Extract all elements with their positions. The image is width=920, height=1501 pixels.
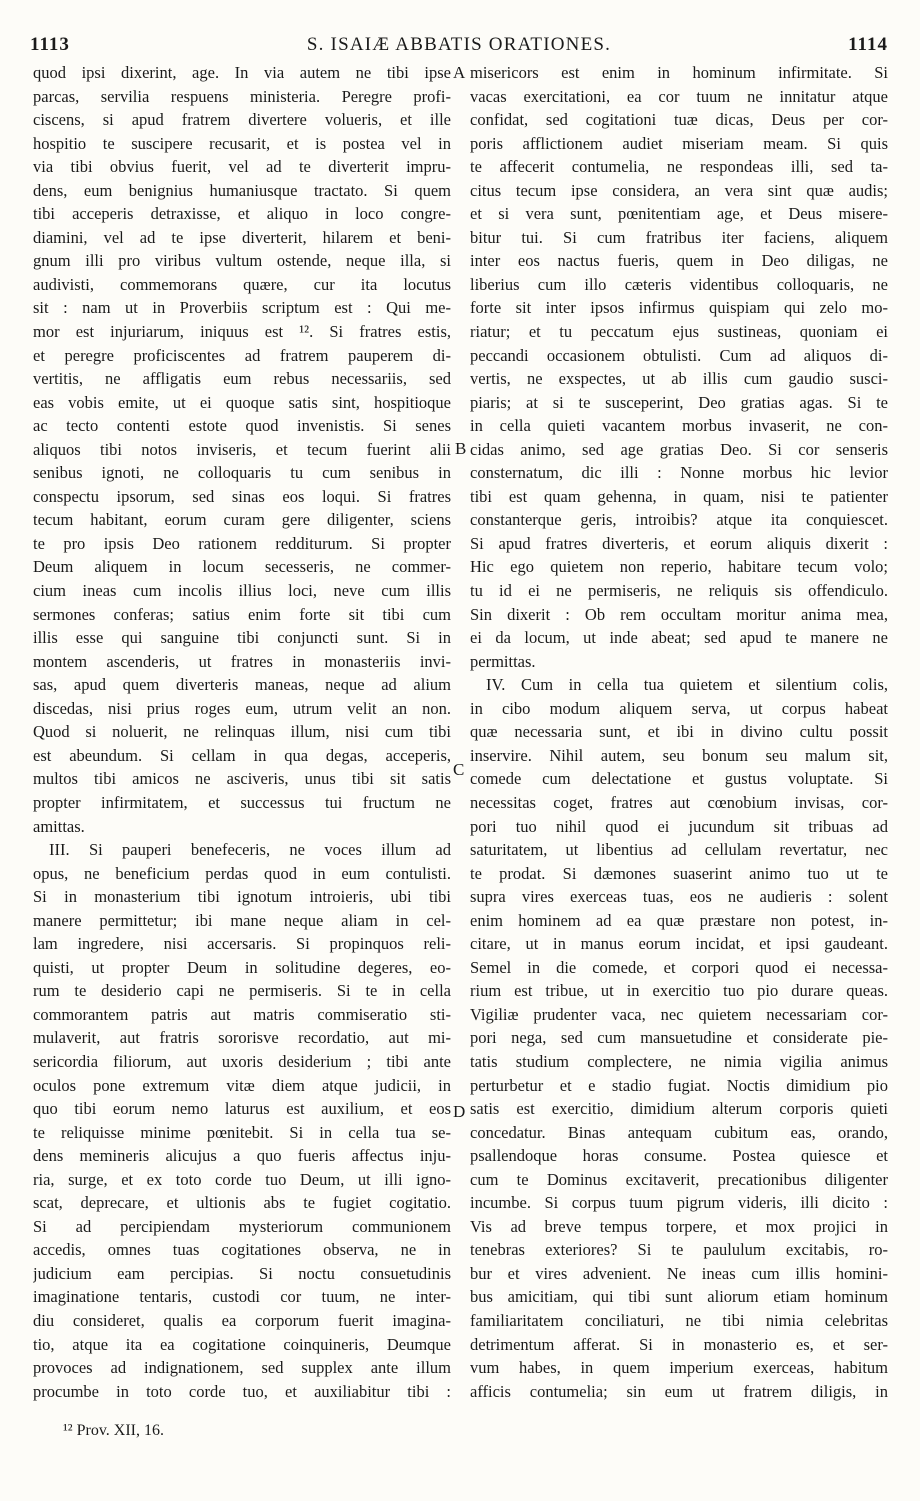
text-line: montem ascenderis, ut fratres in monasteriis invi- (33, 651, 451, 671)
text-line: comede cum delectatione et gustus voluptate. Si (470, 769, 888, 789)
text-line: concedatur. Binas antequam cubitum eas, orando, (470, 1122, 888, 1142)
text-line: familiaritatem conciliaturi, ne tibi nimia celebritas (470, 1310, 888, 1330)
text-line: inservire. Nihil autem, seu bonum seu malum sit, (470, 745, 888, 765)
text-line: illis esse qui sanguine tibi conjuncti sunt. Si in (33, 628, 451, 648)
text-line: vacas exercitationi, ea cor tuum ne innitatur atque (470, 86, 888, 106)
text-line: commorantem patris aut matris commiseratio sti- (33, 1004, 451, 1024)
text-line: ciscens, si apud fratrem divertere volueris, et ille (33, 110, 451, 130)
text-line: et peregre proficiscentes ad fratrem pauperem di- (33, 345, 451, 365)
text-line: confidat, sed cogitationi tuæ dicas, Deus per cor- (470, 110, 888, 130)
text-line: detrimentum afferat. Si in monasterio es, et ser- (470, 1334, 888, 1354)
text-line: discedas, nisi prius roges eum, utrum velit an non. (33, 698, 451, 718)
text-line: enim hominem ad ea quæ præstare non potest, in- (470, 910, 888, 930)
text-line: gnum illi pro viribus vultum ostende, neque illa, si (33, 251, 451, 271)
margin-letter-b: B (455, 439, 467, 458)
text-line: Si in monasterium tibi ignotum introieris, ubi tibi (33, 887, 451, 907)
text-line: constanterque geris, introibis? atque ita conquiescet. (470, 510, 888, 530)
text-line: quo tibi eorum nemo laturus est auxilium, et eos (33, 1099, 451, 1119)
running-title: S. ISAIÆ ABBATIS ORATIONES. (306, 34, 612, 55)
text-line: pori nega, sed cum mansuetudine et considerate pie- (470, 1028, 888, 1048)
text-line: tenebras exteriores? Si te paululum excitabis, ro- (470, 1240, 888, 1260)
margin-letter-c: C (453, 760, 465, 779)
text-line: audivisti, commemorans quære, cur ita locutus (33, 274, 451, 294)
text-line: ria, surge, et ex toto corde tuo Deum, ut illi igno- (33, 1169, 451, 1189)
text-line: sas, apud quem diverteris maneas, neque ad alium (33, 675, 451, 695)
text-line: ac tecto contenti estote quod invenistis. Si senes (33, 416, 451, 436)
text-line: vertitis, ne affligatis eum rebus necessariis, sed (33, 369, 451, 389)
text-line: cum te Dominus excitaverit, precationibus diligenter (470, 1169, 888, 1189)
text-line: dens, eum benignius humaniusque tractato. Si quem (33, 180, 451, 200)
text-line: Semel in die comede, et corpori quod ei necessa- (470, 957, 888, 977)
text-line: propter infirmitatem, et successus tui fructum ne (33, 792, 451, 812)
text-line: provoces ad indignationem, sed supplex ante illum (33, 1358, 451, 1378)
text-line: te affecerit contumelia, ne respondeas illi, sed ta- (470, 157, 888, 177)
text-line: parcas, servilia respuens ministeria. Peregre profi- (33, 86, 451, 106)
text-line: rium est tribue, ut in exercitio tuo pio durare queas. (470, 981, 888, 1001)
text-line: sericordia filiorum, aut uxoris desiderium ; tibi ante (33, 1051, 451, 1071)
text-line: te pro ipsis Deo rationem redditurum. Si propter (33, 533, 451, 553)
page-header (30, 34, 888, 58)
text-line: riatur; et tu peccatum ejus sustineas, quoniam ei (470, 322, 888, 342)
text-line: supra vires exerceas tuas, eos ne audieris : solent (470, 887, 888, 907)
text-line: misericors est enim in hominum infirmitate. Si (470, 63, 888, 82)
page-number-right: 1114 (848, 34, 888, 55)
text-line: tatis studium complectere, ne nimia vigilia animus (470, 1051, 888, 1071)
text-line: imaginatione tentaris, custodi cor tuum, ne inter- (33, 1287, 451, 1307)
text-line: mulaverit, aut fratris sororisve recordatio, aut mi- (33, 1028, 451, 1048)
text-line: pori tuo nihil quod ei jucundum sit tribuas ad (470, 816, 888, 836)
text-line: consternatum, dic illi : Nonne morbus hic levior (470, 463, 888, 483)
text-line: sermones conferas; satius enim forte sit tibi cum (33, 604, 451, 624)
text-line: satis est exercitio, dimidium alterum corporis quieti (470, 1099, 888, 1119)
text-line: vertis, ne exspectes, ut ab illis cum gaudio susci- (470, 369, 888, 389)
text-line: tibi acceperis detraxisse, et aliquo in loco congre- (33, 204, 451, 224)
text-line: Sin dixerit : Ob rem occultam moritur anima mea, (470, 604, 888, 624)
text-line: perturbetur et e stadio fugiat. Noctis dimidium pio (470, 1075, 888, 1095)
text-line: Si apud fratres diverteris, et eorum aliquis dixerit : (470, 533, 888, 553)
text-line: sit : nam ut in Proverbiis scriptum est : Qui me- (33, 298, 451, 318)
text-line: te prodat. Si dæmones suaserint animo tuo ut te (470, 863, 888, 883)
text-line: forte sit inter ipsos infirmus quispiam qui zelo mo- (470, 298, 888, 318)
margin-letter-d: D (453, 1102, 466, 1121)
text-line: bur et vires advenient. Ne ineas cum illis homini- (470, 1263, 888, 1283)
text-line: te reliquisse minime pœnitebit. Si in cella tua se- (33, 1122, 451, 1142)
text-line: bitur tui. Si cum fratribus iter faciens, aliquem (470, 227, 888, 247)
text-line: cium ineas cum incolis illius loci, neve cum illis (33, 581, 451, 601)
text-line: Deum aliquem in locum secesseris, ne commer- (33, 557, 451, 577)
text-line: amittas. (33, 816, 85, 836)
right-column (470, 61, 888, 1403)
text-line: citare, ut in manus eorum incidat, et ipsi gaudeant. (470, 934, 888, 954)
text-line: Hic ego quietem non reperio, habitare tecum volo; (470, 557, 888, 577)
text-line: hospitio te suscipere recusarit, et is postea vel in (33, 133, 451, 153)
text-line: rum te desiderio capi ne permiseris. Si te in cella (33, 981, 451, 1001)
text-line: Quod si noluerit, ne relinquas illum, nisi cum tibi (33, 722, 451, 742)
text-line: tibi est quam gehenna, in quam, nisi te patienter (470, 486, 888, 506)
text-line: quæ necessaria sunt, et ibi in divino cultu possit (470, 722, 888, 742)
text-line: psallendoque horas consume. Postea quiesce et (470, 1146, 888, 1166)
text-line: quisti, ut propter Deum in solitudine degeres, eo- (33, 957, 451, 977)
text-line: bus amicitiam, qui tibi sunt aliorum etiam hominum (470, 1287, 888, 1307)
text-line: IV. Cum in cella tua quietem et silentium colis, (486, 675, 888, 695)
text-line: opus, ne beneficium perdas quod in eum contulisti. (33, 863, 451, 883)
text-line: conspectu ipsorum, sed sinas eos loqui. Si fratres (33, 486, 451, 506)
text-line: lam ingredere, nisi accersaris. Si propinquos reli- (33, 934, 451, 954)
text-line: permittas. (470, 651, 536, 671)
text-line: Vis ad breve tempus torpere, et mox projici in (470, 1216, 888, 1236)
text-line: incumbe. Si corpus tuum pigrum videris, illi dicito : (470, 1193, 888, 1213)
text-line: eas vobis emite, ut ei quoque satis sint, hospitioque (33, 392, 451, 412)
text-line: via tibi obvius fuerit, vel ad te diverterit impru- (33, 157, 451, 177)
text-line: necessitas coget, fratres aut cœnobium invisas, cor- (470, 792, 888, 812)
text-line: et si vera sunt, pœnitentiam age, et Deus misere- (470, 204, 888, 224)
text-line: saturitatem, ut libentius ad cellulam revertatur, nec (470, 840, 888, 860)
text-line: Si ad percipiendam mysteriorum communionem (33, 1216, 451, 1236)
text-line: senibus ignoti, ne colloquaris tu cum senibus in (33, 463, 451, 483)
text-line: afficis contumelia; sin eum ut fratrem diligis, in (470, 1381, 888, 1401)
text-line: in cella quieti vacantem morbus invaserit, ne con- (470, 416, 888, 436)
text-line: judicium eam percipias. Si noctu consuetudinis (33, 1263, 451, 1283)
text-line: quod ipsi dixerint, age. In via autem ne tibi ipse (33, 63, 451, 82)
text-line: mor est injuriarum, iniquus est ¹². Si fratres estis, (33, 322, 451, 342)
text-line: peccandi occasionem obtulisti. Cum ad aliquos di- (470, 345, 888, 365)
text-line: dens memineris alicujus a quo fueris affectus inju- (33, 1146, 451, 1166)
text-line: tecum habitant, eorum curam gere diligenter, sciens (33, 510, 451, 530)
text-line: vum habes, in quem imperium exerceas, habitum (470, 1358, 888, 1378)
text-line: diamini, vel ad te ipse diverterit, hilarem et beni- (33, 227, 451, 247)
text-line: III. Si pauperi benefeceris, ne voces illum ad (49, 840, 451, 860)
text-line: cidas animo, sed age gratias Deo. Si cor senseris (470, 439, 888, 459)
text-line: multos tibi amicos ne asciveris, unus tibi sit satis (33, 769, 451, 789)
text-line: liberius cum illo cæteris videntibus colloquaris, ne (470, 274, 888, 294)
text-line: manere permittetur; ibi mane neque aliam in cel- (33, 910, 451, 930)
text-line: scat, deprecare, et ultionis abs te fugiet cogitatio. (33, 1193, 451, 1213)
text-line: diu consideret, qualis ea corporum fuerit imagina- (33, 1310, 451, 1330)
text-line: tio, atque ita ea cogitatione coinquineris, Deumque (33, 1334, 451, 1354)
text-line: inter eos nactus fueris, quem in Deo diligas, ne (470, 251, 888, 271)
text-line: tu id ei ne permiseris, ne reliquis sis offendiculo. (470, 581, 888, 601)
text-line: in cibo modum aliquem serva, ut corpus habeat (470, 698, 888, 718)
text-line: accedis, omnes tuas cogitationes observa, ne in (33, 1240, 451, 1260)
margin-letter-a: A (453, 63, 466, 82)
footnote: ¹² Prov. XII, 16. (63, 1422, 164, 1439)
text-line: Vigiliæ prudenter vaca, nec quietem necessariam cor- (470, 1004, 888, 1024)
text-line: citus tecum ipse considera, an vera sint quæ audis; (470, 180, 888, 200)
text-line: piaris; at si te susceperint, Deo gratias agas. Si te (470, 392, 888, 412)
text-line: oculos pone extremum vitæ diem atque judicii, in (33, 1075, 451, 1095)
text-line: est abeundum. Si cellam in qua degas, acceperis, (33, 745, 451, 765)
left-column (33, 61, 451, 1403)
text-line: aliquos tibi notos inviseris, et tecum fuerint alii (33, 439, 451, 459)
text-line: procumbe in toto corde tuo, et auxiliabitur tibi : (33, 1381, 451, 1401)
text-line: poris afflictionem audiet miseriam meam. Si quis (470, 133, 888, 153)
page-number-left: 1113 (30, 34, 70, 55)
text-line: ei da locum, ut inde abeat; sed apud te manere ne (470, 628, 888, 648)
